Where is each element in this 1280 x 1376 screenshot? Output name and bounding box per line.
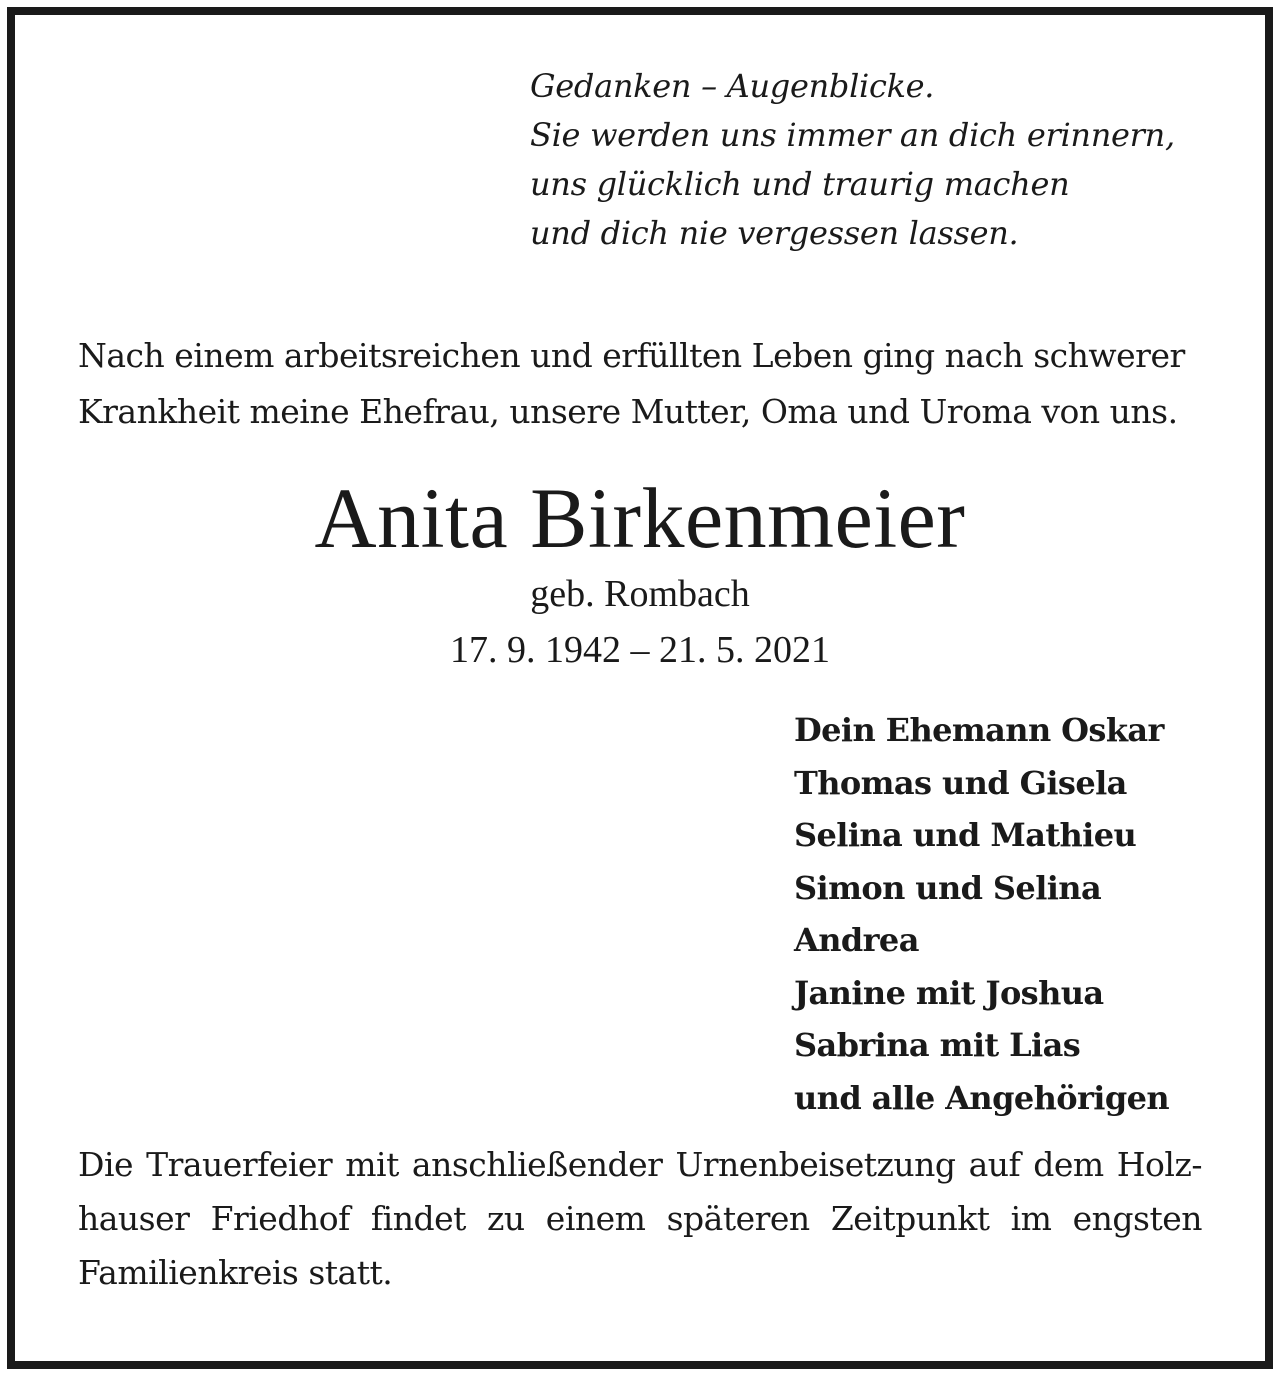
intro-line: Nach einem arbeitsreichen und erfüllten Leben ging nach schwerer bbox=[78, 336, 1185, 375]
family-member: Thomas und Gisela bbox=[794, 763, 1127, 802]
funeral-line: Die Trauerfeier mit anschließender Urnenbeisetzung auf dem Holz- bbox=[78, 1145, 1202, 1184]
intro-line: Krankheit meine Ehefrau, unsere Mutter, Oma und Uroma von uns. bbox=[78, 392, 1178, 431]
poem-line: Gedanken – Augenblicke. bbox=[530, 67, 935, 105]
family-member: und alle Angehörigen bbox=[794, 1078, 1170, 1117]
family-member: Sabrina mit Lias bbox=[794, 1026, 1081, 1064]
life-dates: 17. 9. 1942 – 21. 5. 2021 bbox=[450, 629, 830, 671]
family-member: Simon und Selina bbox=[794, 868, 1102, 907]
funeral-notice bbox=[78, 1138, 1202, 1300]
family-member: Janine mit Joshua bbox=[794, 973, 1104, 1012]
deceased-name: Anita Birkenmeier bbox=[314, 470, 966, 566]
funeral-line: hauser Friedhof findet zu einem späteren Zeitpunkt im engsten bbox=[78, 1199, 1202, 1238]
poem-line: und dich nie vergessen lassen. bbox=[530, 214, 1019, 252]
family-member: Andrea bbox=[794, 921, 919, 959]
intro-paragraph bbox=[78, 328, 1202, 440]
poem-line: uns glücklich und traurig machen bbox=[530, 165, 1070, 203]
funeral-line: Familienkreis statt. bbox=[78, 1253, 393, 1292]
family-member: Dein Ehemann Oskar bbox=[794, 711, 1164, 749]
family-member: Selina und Mathieu bbox=[794, 816, 1137, 854]
poem-verse bbox=[530, 62, 1230, 258]
birth-name: geb. Rombach bbox=[530, 573, 750, 615]
poem-line: Sie werden uns immer an dich erinnern, bbox=[530, 116, 1175, 154]
family-signatures bbox=[794, 704, 1234, 1124]
